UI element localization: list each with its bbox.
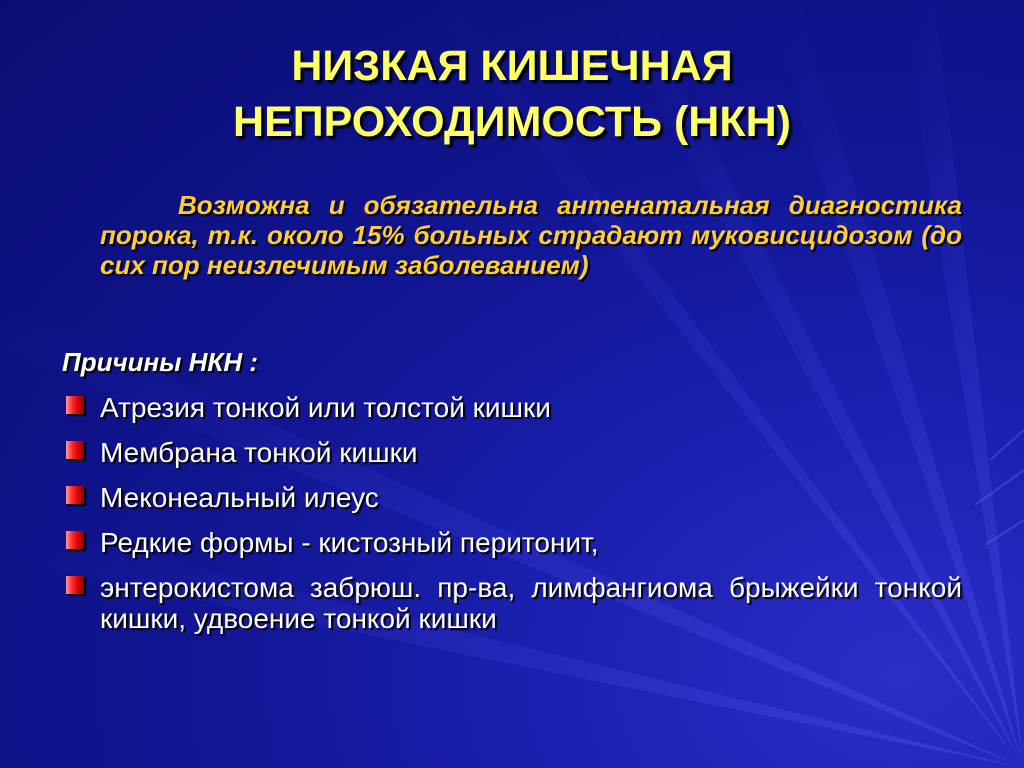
list-item-text: Меконеальный илеус [100,482,379,513]
red-square-bullet-icon [66,576,84,594]
list-item-text: Редкие формы - кистозный перитонит, [100,527,599,558]
red-square-bullet-icon [66,486,84,504]
title-line-2: НЕПРОХОДИМОСТЬ (НКН) [233,98,791,146]
red-square-bullet-icon [66,531,84,549]
intro-paragraph: Возможна и обязательна антенатальная диагностика порока, т.к. около 15% больных страдают муковисцидозом (до сих пор неизлечимым заболеванием) [100,190,962,280]
list-item [62,482,962,513]
list-item [62,392,962,423]
list-item [62,572,962,634]
list-item [62,527,962,558]
list-item-text: Атрезия тонкой или толстой кишки [100,392,551,423]
red-square-bullet-icon [66,396,84,414]
slide-title [0,38,1024,150]
list-item-text: Мембрана тонкой кишки [100,437,418,468]
causes-heading: Причины НКН : [62,347,259,377]
red-square-bullet-icon [66,441,84,459]
list-item-text: энтерокистома забрюш. пр-ва, лимфангиома брыжейки тонкой кишки, удвоение тонкой кишки [100,572,962,634]
title-line-1: НИЗКАЯ КИШЕЧНАЯ [291,42,733,90]
causes-list [62,392,962,648]
list-item [62,437,962,468]
